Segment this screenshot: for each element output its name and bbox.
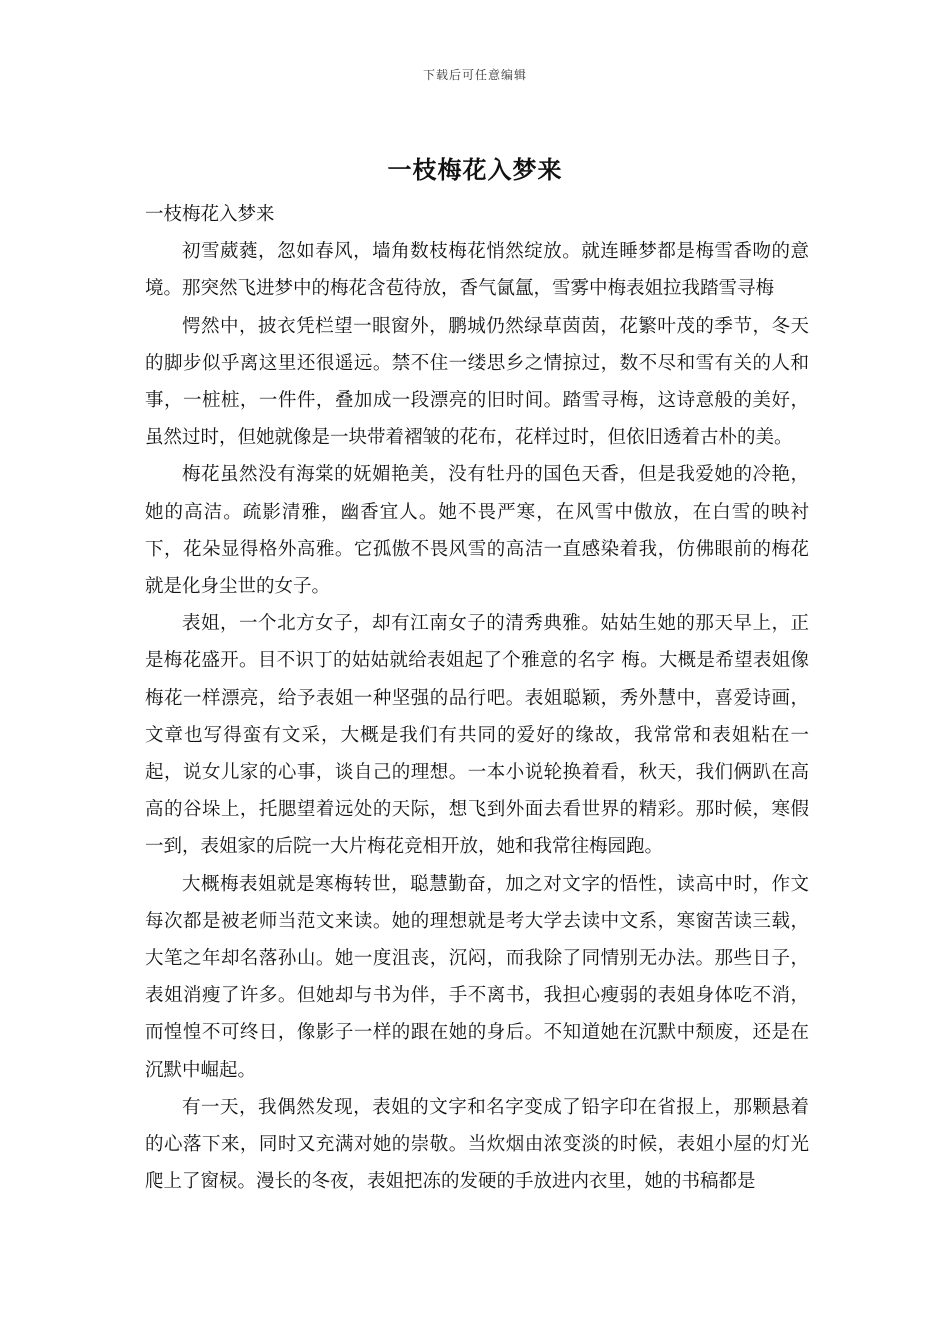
header-note: 下载后可任意编辑 <box>422 68 527 82</box>
paragraph: 大概梅表姐就是寒梅转世，聪慧勤奋，加之对文字的悟性，读高中时，作文每次都是被老师当范文来读。她的理想就是考大学去读中文系，寒窗苦读三载，大笔之年却名落孙山。她一度沮丧，沉闷，而我除了同情别无办法。那些日子，表姐消瘦了许多。但她却与书为伴，手不离书，我担心瘦弱的表姐身体吃不消，而惶惶不可终日，像影子一样的跟在她的身后。不知道她在沉默中颓废，还是在沉默中崛起。 <box>145 873 809 1081</box>
subtitle-line: 一枝梅花入梦来 <box>145 204 275 225</box>
paragraph: 梅花虽然没有海棠的妩媚艳美，没有牡丹的国色天香，但是我爱她的冷艳，她的高洁。疏影清雅，幽香宜人。她不畏严寒，在风雪中傲放，在白雪的映衬下，花朵显得格外高雅。它孤傲不畏风雪的高洁一直感染着我，仿佛眼前的梅花就是化身尘世的女子。 <box>145 464 809 598</box>
document-title: 一枝梅花入梦来 <box>387 155 563 184</box>
paragraph: 初雪葳蕤，忽如春风，墙角数枝梅花悄然绽放。就连睡梦都是梅雪香吻的意境。那突然飞进梦中的梅花含苞待放，香气氤氲，雪雾中梅表姐拉我踏雪寻梅 <box>145 241 809 300</box>
document-body <box>145 196 809 1200</box>
paragraph: 有一天，我偶然发现，表姐的文字和名字变成了铅字印在省报上，那颗悬着的心落下来，同时又充满对她的崇敬。当炊烟由浓变淡的时候，表姐小屋的灯光爬上了窗棂。漫长的冬夜，表姐把冻的发硬的手放进内衣里，她的书稿都是 <box>145 1096 809 1193</box>
paragraph: 愕然中，披衣凭栏望一眼窗外，鹏城仍然绿草茵茵，花繁叶茂的季节，冬天的脚步似乎离这里还很遥远。禁不住一缕思乡之情掠过，数不尽和雪有关的人和事，一桩桩，一件件，叠加成一段漂亮的旧时间。踏雪寻梅，这诗意般的美好，虽然过时，但她就像是一块带着褶皱的花布，花样过时，但依旧透着古朴的美。 <box>145 315 809 449</box>
paragraph: 表姐，一个北方女子，却有江南女子的清秀典雅。姑姑生她的那天早上，正是梅花盛开。目不识丁的姑姑就给表姐起了个雅意的名字 梅。大概是希望表姐像梅花一样漂亮，给予表姐一种坚强的品行吧。表姐聪颖，秀外慧中，喜爱诗画，文章也写得蛮有文采，大概是我们有共同的爱好的缘故，我常常和表姐粘在一起，说女儿家的心事，谈自己的理想。一本小说轮换着看，秋天，我们俩趴在高高的谷垛上，托腮望着远处的天际，想飞到外面去看世界的精彩。那时候，寒假一到，表姐家的后院一大片梅花竞相开放，她和我常往梅园跑。 <box>145 613 809 858</box>
